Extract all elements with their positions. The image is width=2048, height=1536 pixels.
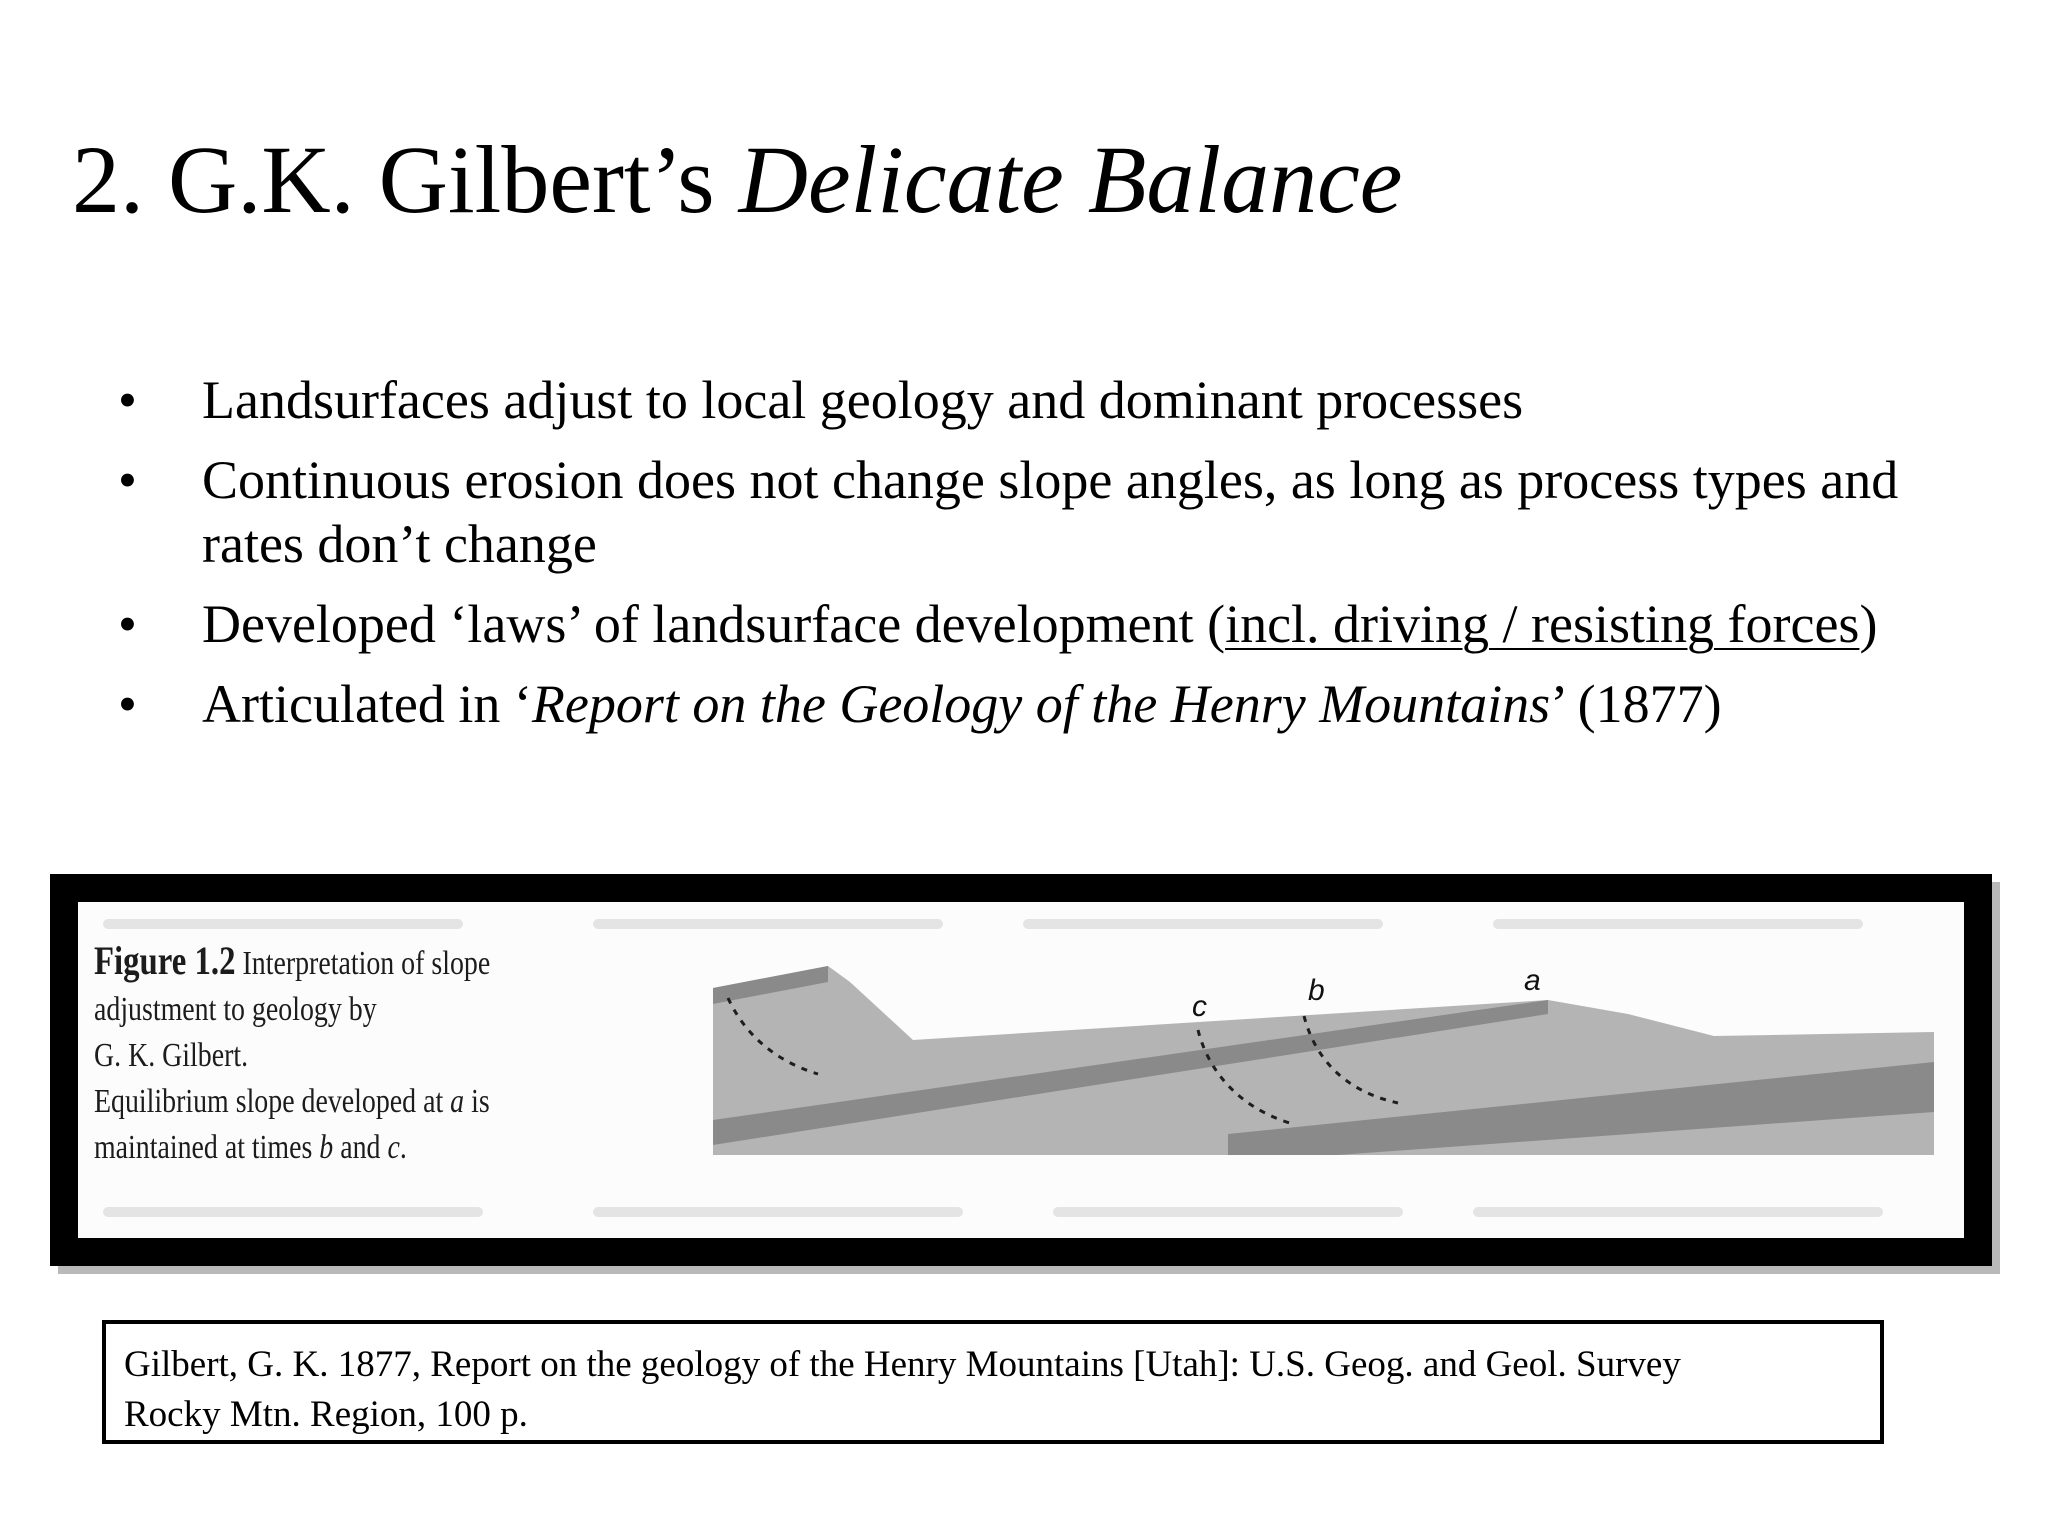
caption-text: G. K. Gilbert. xyxy=(94,1037,249,1074)
figure-frame xyxy=(50,874,1992,1266)
bullet-text: Developed ‘laws’ of landsurface development ( xyxy=(202,594,1226,654)
reference-citation xyxy=(102,1320,1884,1444)
bullet-text: ) xyxy=(1859,594,1878,654)
caption-italic: c xyxy=(387,1129,400,1166)
citation-line: Gilbert, G. K. 1877, Report on the geology of the Henry Mountains [Utah]: U.S. Geog. and Geol. Survey xyxy=(124,1344,1681,1385)
caption-text: and xyxy=(333,1129,388,1166)
bullet-list xyxy=(118,368,1978,752)
bullet-marker: • xyxy=(118,450,137,510)
bullet-item xyxy=(118,448,1978,576)
bullet-text: Landsurfaces adjust to local geology and dominant processes xyxy=(202,370,1524,430)
caption-text: maintained at times xyxy=(94,1129,320,1166)
figure-label: Figure 1.2 xyxy=(94,938,236,983)
title-prefix: 2. G.K. Gilbert’s xyxy=(72,126,739,233)
caption-text: Equilibrium slope developed at xyxy=(94,1083,451,1120)
bullet-marker: • xyxy=(118,674,137,734)
point-label-a: a xyxy=(1524,964,1541,997)
caption-text: Interpretation of slope xyxy=(242,945,491,982)
caption-text: adjustment to geology by xyxy=(94,991,377,1028)
caption-italic: b xyxy=(319,1129,334,1166)
bullet-text: Articulated in ‘ xyxy=(202,674,532,734)
report-title: Report on the Geology of the Henry Mountains xyxy=(531,674,1551,734)
bullet-marker: • xyxy=(118,370,137,430)
slide-title xyxy=(72,126,1403,233)
bullet-text: ’ (1877) xyxy=(1550,674,1722,734)
bullet-item xyxy=(118,592,1978,656)
caption-text: . xyxy=(399,1129,407,1166)
figure-caption xyxy=(94,938,553,1171)
caption-text: is xyxy=(464,1083,490,1120)
bullet-item xyxy=(118,368,1978,432)
caption-italic: a xyxy=(450,1083,465,1120)
bullet-item xyxy=(118,672,1978,736)
point-label-c: c xyxy=(1192,990,1207,1023)
point-label-b: b xyxy=(1308,974,1325,1007)
bullet-marker: • xyxy=(118,594,137,654)
citation-line: Rocky Mtn. Region, 100 p. xyxy=(124,1394,528,1435)
title-emphasis: Delicate Balance xyxy=(738,126,1403,233)
bullet-underlined-text: incl. driving / resisting forces xyxy=(1225,594,1860,654)
bullet-text: Continuous erosion does not change slope angles, as long as process types and rates don’t change xyxy=(202,450,1899,574)
